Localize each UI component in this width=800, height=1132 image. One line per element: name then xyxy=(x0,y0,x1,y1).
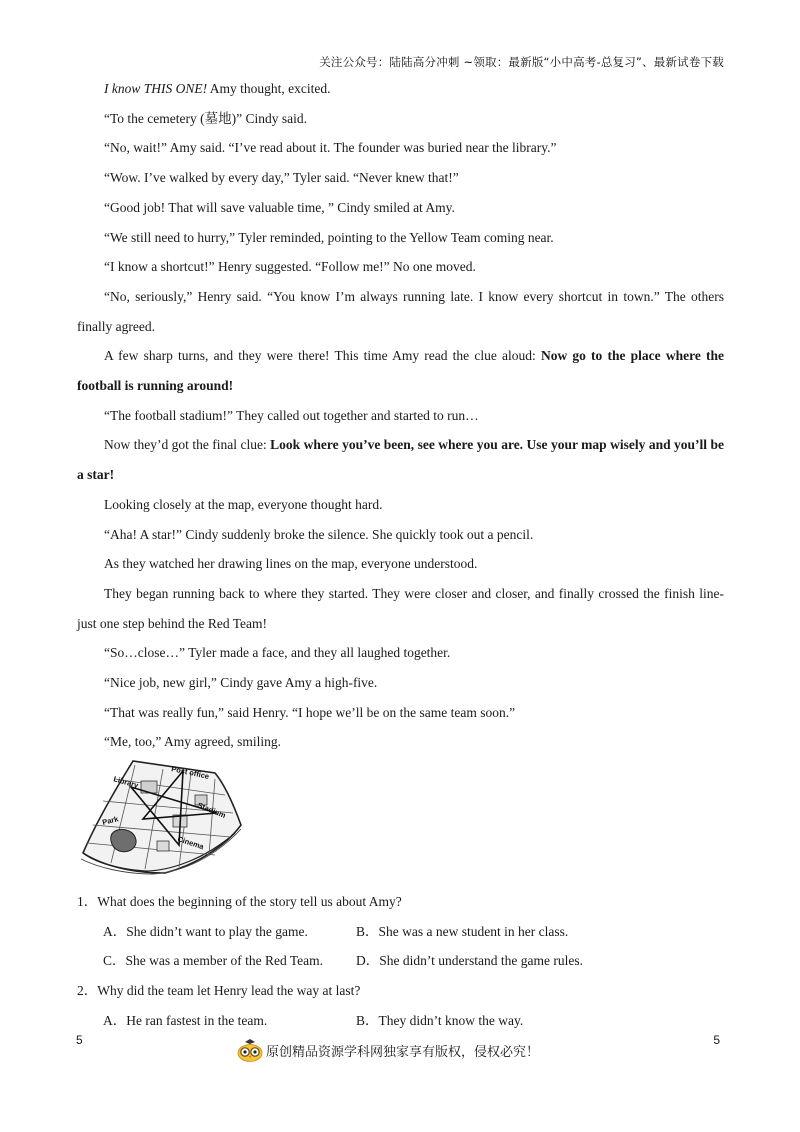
story-paragraph: “To the cemetery (墓地)” Cindy said. xyxy=(104,110,307,126)
story-text-run: A few sharp turns, and they were there! This time Amy read the clue aloud: xyxy=(104,348,541,364)
italic-thought: I know THIS ONE! xyxy=(104,81,208,96)
option-d: D．She didn’t understand the game rules. xyxy=(356,953,583,969)
option-b: B．She was a new student in her class. xyxy=(356,923,569,939)
questions-section xyxy=(77,887,724,1036)
map-label-cinema: Cinema xyxy=(176,834,205,852)
story-text-run: Amy thought, excited. xyxy=(207,81,331,96)
question-options-row xyxy=(77,917,724,947)
clue-text: Look where you’ve been, see where you are. Use your map wisely and you’ll be a star! xyxy=(77,437,724,483)
story-paragraph: They began running back to where they started. They were closer and closer, and finally crossed the finish line-just one step behind the Red Team! xyxy=(77,585,724,631)
question-options-row xyxy=(77,946,724,976)
owl-logo-icon xyxy=(236,1038,264,1062)
page-header: 关注公众号：陆陆高分冲刺 ~领取：最新版“小中高考-总复习”、最新试卷下载 xyxy=(319,55,724,69)
story-paragraph: “No, wait!” Amy said. “I’ve read about it. The founder was buried near the library.” xyxy=(104,140,557,156)
question-stem: 1．What does the beginning of the story tell us about Amy? xyxy=(77,894,402,909)
story-paragraph: “No, seriously,” Henry said. “You know I’m always running late. I know every shortcut in town.” The others finally agreed. xyxy=(77,288,724,334)
story-paragraph xyxy=(77,341,724,400)
question-stem: 2．Why did the team let Henry lead the way at last? xyxy=(77,983,361,999)
park-area xyxy=(111,829,136,851)
map-label-library: Library xyxy=(112,774,140,790)
option-c: C．She was a member of the Red Team. xyxy=(103,953,324,969)
page-number-right: 5 xyxy=(713,1033,720,1047)
copyright-text: 原创精品资源学科网独家享有版权，侵权必究！ xyxy=(266,1044,540,1060)
question-options-row xyxy=(77,1006,724,1036)
story-paragraph: “We still need to hurry,” Tyler reminded, pointing to the Yellow Team coming near. xyxy=(104,229,554,245)
town-map-illustration xyxy=(75,755,245,875)
story-paragraph: “So…close…” Tyler made a face, and they all laughed together. xyxy=(104,645,451,661)
story-paragraph xyxy=(77,430,724,489)
option-a: A．She didn’t want to play the game. xyxy=(103,923,308,939)
story-paragraph: “Wow. I’ve walked by every day,” Tyler said. “Never knew that!” xyxy=(104,170,459,186)
map-label-park: Park xyxy=(101,814,120,827)
map-label-post-office: Post office xyxy=(170,764,210,781)
story-paragraph: “I know a shortcut!” Henry suggested. “Follow me!” No one moved. xyxy=(104,259,476,275)
story-paragraph xyxy=(77,74,724,104)
clue-text: Now go to the place where the football is running around! xyxy=(77,348,724,394)
option-b: B．They didn’t know the way. xyxy=(356,1012,524,1028)
story-text xyxy=(77,74,724,757)
story-paragraph: “That was really fun,” said Henry. “I hope we’ll be on the same team soon.” xyxy=(104,704,516,720)
page-number-left: 5 xyxy=(76,1033,83,1047)
story-paragraph: “Me, too,” Amy agreed, smiling. xyxy=(104,734,281,750)
story-paragraph: “Aha! A star!” Cindy suddenly broke the silence. She quickly took out a pencil. xyxy=(104,526,534,542)
map-label-stadium: Stadium xyxy=(196,800,228,820)
option-a: A．He ran fastest in the team. xyxy=(103,1012,268,1028)
story-paragraph: “Nice job, new girl,” Cindy gave Amy a high-five. xyxy=(104,675,378,691)
copyright-footer xyxy=(236,1038,539,1062)
story-paragraph: Looking closely at the map, everyone thought hard. xyxy=(104,496,383,512)
story-text-run: Now they’d got the final clue: xyxy=(104,437,271,453)
story-paragraph: “Good job! That will save valuable time, ” Cindy smiled at Amy. xyxy=(104,199,455,215)
story-paragraph: As they watched her drawing lines on the map, everyone understood. xyxy=(104,556,478,572)
story-paragraph: “The football stadium!” They called out together and started to run… xyxy=(104,407,479,423)
